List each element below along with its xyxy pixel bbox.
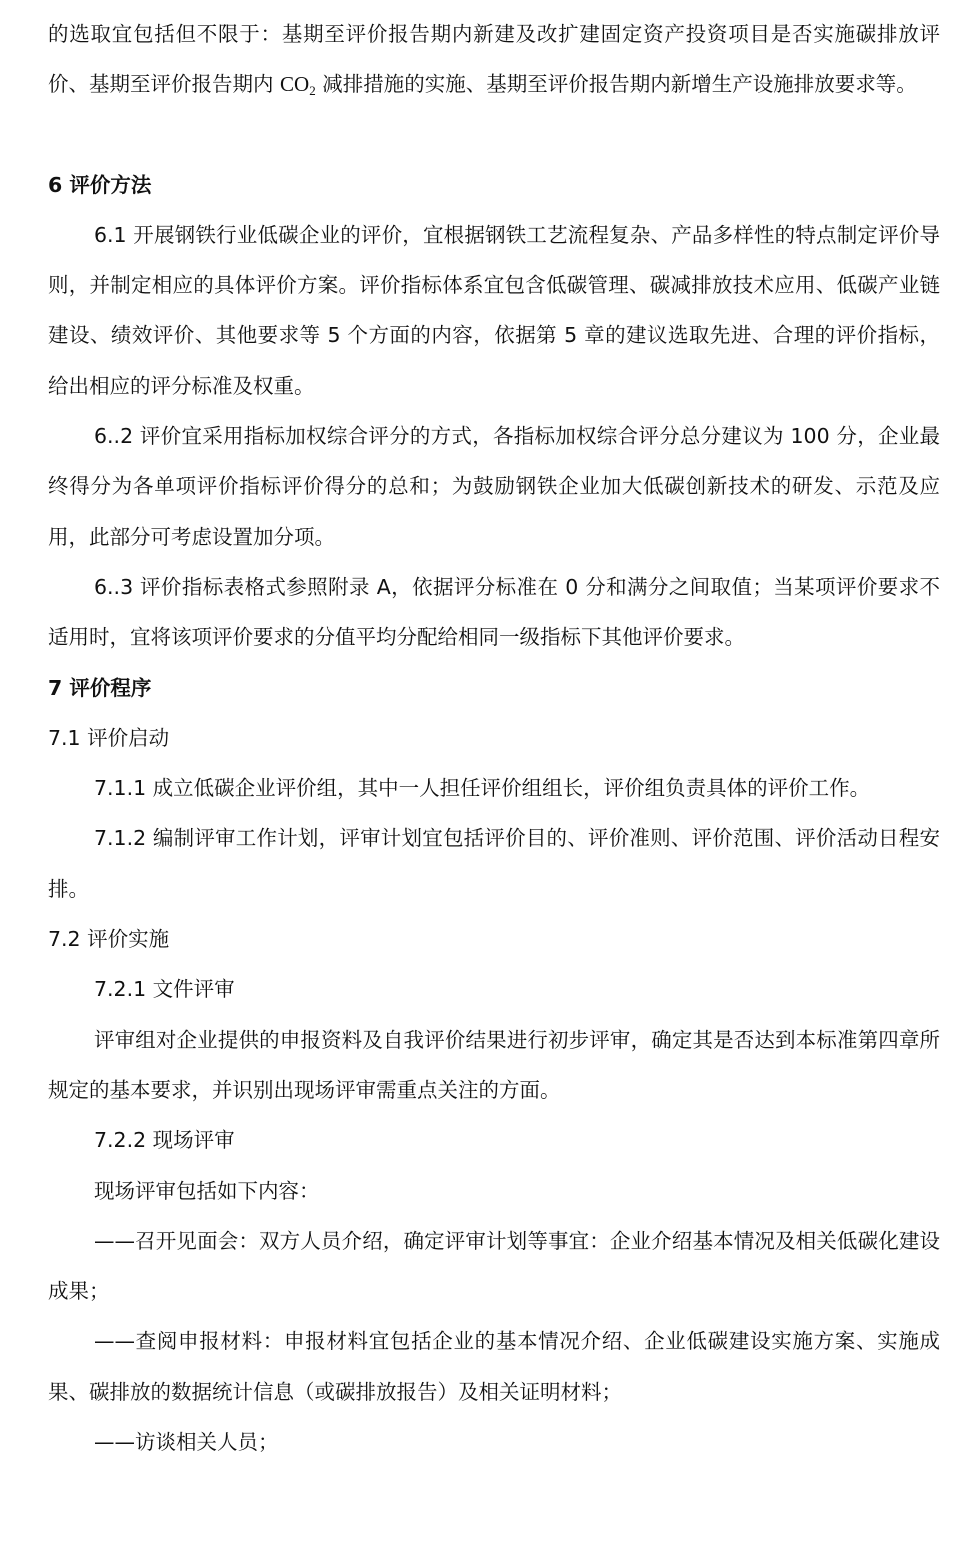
paragraph-7-1-2: 7.1.2 编制评审工作计划，评审计划宜包括评价目的、评价准则、评价范围、评价活动日程安排。 <box>48 826 940 901</box>
paragraph-6-2: 6..2 评价宜采用指标加权综合评分的方式，各指标加权综合评分总分建议为 100 分，企业最终得分为各单项评价指标评价得分的总和；为鼓励钢铁企业加大低碳创新技术的研发、示范及应用，此部分可考虑设置加分项。 <box>48 424 940 549</box>
subsection-7-2-1: 7.2.1 文件评审 <box>94 977 235 1002</box>
co2-base: CO <box>280 72 310 97</box>
intro-paragraph <box>48 9 940 110</box>
paragraph-7-1-1: 7.1.1 成立低碳企业评价组，其中一人担任评价组组长，评价组负责具体的评价工作。 <box>94 776 871 801</box>
paragraph-6-1: 6.1 开展钢铁行业低碳企业的评价，宜根据钢铁工艺流程复杂、产品多样性的特点制定评价导则，并制定相应的具体评价方案。评价指标体系宜包含低碳管理、碳减排放技术应用、低碳产业链建设、绩效评价、其他要求等 5 个方面的内容，依据第 5 章的建议选取先进、合理的评价指标，给出相应的评分标准及权重。 <box>48 222 940 398</box>
section-gap <box>48 110 940 160</box>
section-7-heading: 7 评价程序 <box>48 675 152 700</box>
paragraph-6-3: 6..3 评价指标表格式参照附录 A，依据评分标准在 0 分和满分之间取值；当某项评价要求不适用时，宜将该项评价要求的分值平均分配给相同一级指标下其他评价要求。 <box>48 574 940 650</box>
list-item-interview: ——访谈相关人员； <box>94 1430 279 1455</box>
intro-text-before: 的选取宜包括但不限于：基期至评价报告期内新建及改扩建固定资产投资项目是否实施碳排放评价、基期至评价报告期内 <box>48 22 940 97</box>
subsection-7-2: 7.2 评价实施 <box>48 927 170 952</box>
list-item-review-materials: ——查阅申报材料：申报材料宜包括企业的基本情况介绍、企业低碳建设实施方案、实施成果、碳排放的数据统计信息（或碳排放报告）及相关证明材料； <box>48 1329 940 1404</box>
intro-text-after: 减排措施的实施、基期至评价报告期内新增生产设施排放要求等。 <box>315 72 917 97</box>
list-item-meeting: ——召开见面会：双方人员介绍，确定评审计划等事宜：企业介绍基本情况及相关低碳化建设成果； <box>48 1228 940 1304</box>
co2-subscript: 2 <box>309 83 316 99</box>
subsection-7-2-2: 7.2.2 现场评审 <box>94 1128 235 1153</box>
subsection-7-1: 7.1 评价启动 <box>48 725 170 750</box>
paragraph-7-2-2: 现场评审包括如下内容： <box>94 1178 320 1203</box>
section-6-heading: 6 评价方法 <box>48 172 152 197</box>
paragraph-7-2-1: 评审组对企业提供的申报资料及自我评价结果进行初步评审，确定其是否达到本标准第四章所规定的基本要求，并识别出现场评审需重点关注的方面。 <box>48 1027 940 1102</box>
co2-formula <box>280 72 316 99</box>
